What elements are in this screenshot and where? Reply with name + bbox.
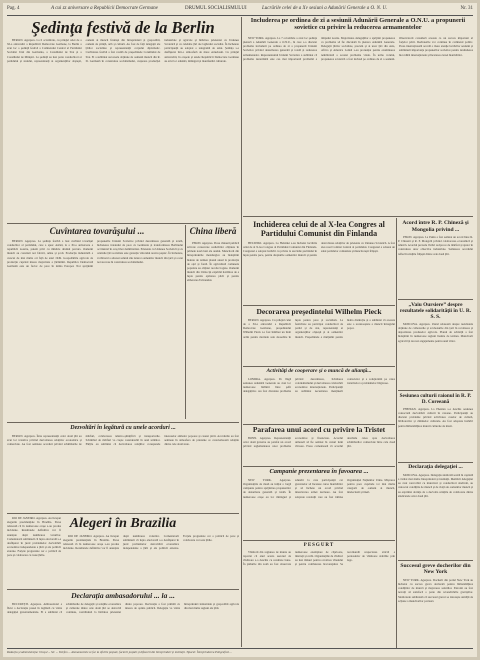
goodwill-body: LONDRA. Agerpres. Pe lîngă sesiunea Adunării Generale au avut loc numeroase întîlniri între şefii delegaţiilor. Au fost discutate probleme privind dezarmarea, lichidarea colonialismului şi dezvoltarea colaborării economice internaţionale. Participanţii au subliniat necesitatea menţinerii contactelor şi a soluţionării pe calea tratativelor a problemelor litigioase. [243, 377, 395, 394]
pesgurt-headline: PESGURT [303, 543, 335, 548]
divider [398, 462, 473, 463]
divider [7, 223, 239, 224]
berlin-headline: Şedinţa festivă de la Berlin [31, 18, 215, 37]
newspaper-name: DRUMUL SOCIALISMULUI [185, 6, 247, 11]
issue-number: Nr. 31 [460, 6, 473, 11]
footer-imprint: Redacţia şi administraţia: Oraşul ... Str. ... Telefon ... Abonamentele se fac la oficiile poştale, factorii poştali şi difuzorii din întreprinderi şi instituţii. Tiparul: Întreprinderea Poligrafică ... [7, 650, 232, 654]
footer-rule [7, 648, 473, 649]
divider [398, 390, 473, 391]
header-tagline-left: A cui zz aniversare a Republicii Democrate Germane [51, 6, 158, 11]
vaiu-headline: „Vaiu Oursiere” despre rezultatele solidarităţii în U. R. S. S. [399, 302, 472, 321]
onu-headline: Includerea pe ordinea de zi a sesiunii Adunării Generale a O.N.U. a propunerii sovietice cu privire la reducerea armamentelor [250, 17, 466, 31]
brazil-body: RIO DE JANEIRO. Agerpres. Au început alegerile prezidenţiale în Brazilia. Presa relatează că în numeroase oraşe s-au produs incidente. Rezultatele definitive vor fi anunţate după numărarea voturilor. Comentatorii subliniază că lupta electorală s-a desfăşurat în jurul problemelor dezvoltării economice independente a ţării şi ale politicii externe. Forţele progresiste cer o politică de pace şi colaborare cu toate ţările. [63, 534, 239, 551]
onu-body: NEW YORK. Agerpres. La 7 octombrie a avut loc şedinţa plenară a Adunării Generale a O.N.U., în care s-a discutat problema includerii pe ordinea de zi a propunerii Uniunii Sovietice privind dezarmarea generală şi totală şi reducerea armamentelor. Reprezentantul Uniunii Sovietice a subliniat că problema dezarmării este cea mai importantă problemă a timpului nostru. Majoritatea delegaţiilor a sprijinit propunerea ca problema să fie discutată în plenara Adunării Generale. Delegaţii ţărilor socialiste, precum şi ai unor ţări din Asia, Africa şi America Latină s-au pronunţat pentru examinarea neîntîrziată a acestei probleme vitale. În urma votului, propunerea sovietică a fost inclusă pe ordinea de zi a sesiunii. Observatorii consideră aceasta ca un succes important al forţelor păcii. Dezbaterile vor continua în comitetul politic. Presa internaţională acordă o mare atenţie lucrărilor sesiunii şi subliniază importanţa propunerilor sovietice pentru destinderea încordării internaţionale şi încetarea cursei înarmărilor. [243, 36, 473, 61]
divider [243, 305, 395, 306]
acord-headline: Dezvoltări în legătură cu unele acorduri ... [70, 425, 176, 431]
declaration-body: BUCUREŞTI. Agerpres. Ambasadorul a făcut o declaraţie presei în legătură cu vizita delegaţiei guvernamentale. El a subliniat că schimburile de delegaţii şi relaţiile economice şi culturale dintre cele două ţări se dezvoltă continuu, contribuind la întărirea prieteniei dintre popoare. Declaraţia a fost primită cu interes de opinia publică. Delegaţia va vizita întreprinderi industriale şi gospodării agricole din mai multe regiuni ale ţării. [7, 602, 239, 615]
brazil-headline: Alegeri în Brazilia [69, 516, 177, 531]
pesgurt-body: Vînătorii din regiunea de munte au raportat că anul acesta sezonul de vînătoare s-a deschis cu rezultate bune. În pădurile din zonă au fost observate numeroase exemplare de căprioare, mistreţi şi cerbi. Organizaţiile de vînători au luat măsuri pentru ocrotirea vînatului şi pentru combaterea braconajului. Se recomandă respectarea strictă a perioadelor de vînătoare stabilite prin lege. [243, 550, 395, 567]
campanie-body: NEW YORK. Agerpres. Organizaţiile de masă au iniţiat o largă campanie pentru sprijinirea propunerilor de dezarmare generală şi totală. În numeroase oraşe au loc mitinguri şi adunări la care participanţii cer guvernelor să înceteze cursa înarmărilor şi să încheie un acord privind interzicerea armei nucleare. Au fost adoptate rezoluţii care au fost trimise Organizaţiei Naţiunilor Unite. Mişcarea pentru pace cuprinde tot mai multe categorii de oameni ai muncii, intelectuali şi tineri. [243, 478, 395, 499]
divider [398, 299, 473, 300]
header-tagline-right: Lucrările celei de a Xv sesiuni a Adunării Generale a O. N. U. [262, 6, 388, 11]
divider [7, 589, 239, 590]
right-column-rule [396, 218, 397, 648]
sesiune-body: PHENIAN. Agerpres. La Phenian s-a deschis sesiunea consacrată dezvoltării culturii în raioane. Participanţii au discutat probleme privind activitatea caselor de cultură, bibliotecilor şi căminelor culturale. Au fost adoptate hotărîri pentru îmbunătăţirea muncii culturale de masă. [398, 407, 473, 428]
pieck-body: BERLIN. Agerpres. Cu prilejul celei de a XI-a aniversări a Republicii Democrate Germane, preşedintelui Wilhelm Pieck i-a fost înmînat un înalt ordin pentru meritele sale deosebite în lupta pentru pace şi socialism. La festivitate au participat conducători de partid şi de stat, reprezentanţi ai organizaţiilor obşteşti şi ai oamenilor muncii. Preşedintele a mulţumit pentru înalta distincţie şi a subliniat că aceasta este o recunoaştere a muncii întregului popor. [243, 318, 395, 339]
brazil-body-left: RIO DE JANEIRO. Agerpres. Au început alegerile prezidenţiale în Brazilia. Presa relatează că în numeroase oraşe s-au produs incidente. Rezultatele definitive vor fi anunţate după numărarea voturilor. Comentatorii subliniază că lupta electorală s-a desfăşurat în jurul problemelor dezvoltării economice independente a ţării şi ale politicii externe. Forţele progresiste cer o politică de pace şi colaborare cu toate ţările. [7, 516, 61, 558]
acord2-headline: Acord între R. P. Chineză şi Mongolia privind ... [402, 220, 469, 233]
parafare-headline: Parafarea unui acord cu privire la Tristet [252, 425, 386, 434]
cuvintare-body: BERLIN. Agerpres. La şedinţa festivă a luat cuvîntul tovarăşul conducător al partidului, care a spus: Astăzi, la a XI-a aniversare a republicii noastre, putem privi cu mîndrie drumul parcurs. Oamenii muncii au construit noi fabrici, uzine şi şcoli. Producţia industrială a crescut de mai multe ori faţă de anul 1949. Gospodăriile agricole de producţie cuprind marea majoritate a ţărănimii. Republica Democrată Germană este un factor de pace în inima Europei. Noi sprijinim propunerile Uniunii Sovietice privind dezarmarea generală şi totală, încheierea tratatului de pace cu Germania şi transformarea Berlinului occidental în oraş liber demilitarizat. Prietenia cu Uniunea Sovietică şi cu celelalte ţări socialiste este garanţia viitorului nostru paşnic. În încheiere, vorbitorul a adresat salutul său tuturor oamenilor muncii din ţară şi a urat noi succese în construirea socialismului. [7, 239, 183, 268]
acord-body: BERLIN. Agerpres. Între reprezentanţii celor două ţări au avut loc tratative privind dezvoltarea relaţiilor economice şi comerciale. Au fost semnate acorduri privind schimburile de mărfuri, colaborarea tehnico-ştiinţifică şi transporturile. Schimbul de mărfuri va creşte considerabil în anul următor. Părţile au subliniat că dezvoltarea relaţiilor corespunde intereselor ambelor popoare şi cauzei păcii. Acordurile au fost semnate în atmosfera de prietenie ce caracterizează relaţiile dintre cele două state. [7, 434, 239, 447]
center-column-rule [241, 17, 242, 647]
china-body: PEKIN. Agerpres. Presa chineză publică articole consacrate realizărilor obţinute în primele nouă luni ale anului. Muncitorii din întreprinderile metalurgice au îndeplinit înainte de termen planul anual la producţia de oţel şi fontă. În agricultură comunele populare au obţinut recolte bogate. Oamenii muncii din China îşi exprimă hotărîrea de a lupta pentru apărarea păcii şi pentru eliberarea Taivanului. [187, 241, 239, 283]
delegatie-body: MOSCOVA. Agerpres. Delegaţia sindicală sosită în capitală a vizitat mai multe întreprinderi şi instituţii. Membrii delegaţiei au avut convorbiri cu muncitori şi conducători sindicali, au cunoscut condiţiile de muncă şi de viaţă ale oamenilor muncii şi au exprimat dorinţa de a dezvolta relaţiile de colaborare dintre sindicatele celor două ţări. [398, 473, 473, 498]
succes-headline: Succesul greve docherilor din New York [400, 563, 471, 576]
divider [243, 216, 473, 217]
acord2-body: PEKIN. Agerpres. La Pekin a fost semnat un acord între R. P. Chineză şi R. P. Mongolă privind colaborarea economică şi tehnică. Acordul prevede livrări reciproce de mărfuri şi ajutor în construirea unor obiective industriale. Semnarea acordului reflectă relaţiile frăţeşti dintre cele două ţări. [398, 235, 473, 256]
sesiune-headline: Sesiunea culturii raionul în R. P. D. Coreeană [399, 393, 472, 405]
divider [398, 560, 473, 561]
vaiu-body: MOSCOVA. Agerpres. Ziarul relatează despre rezultatele obţinute de colhozurile şi sovhozurile din ţară în recoltarea şi depozitarea produselor agricole. Planul de achiziţii a fost îndeplinit în numeroase regiuni înainte de termen. Muncitorii agricoli îşi iau noi angajamente pentru anul viitor. [398, 322, 473, 343]
delegatie-headline: Declaraţia delegaţiei ... [408, 464, 463, 470]
divider [7, 513, 239, 514]
divider [185, 225, 186, 419]
finland-headline: Inchiderea celui de al X-lea Congres al Partidului Comunist din Finlanda [253, 220, 385, 238]
divider [243, 466, 395, 467]
pieck-headline: Decorarea preşedintelui Wilhelm Pieck [256, 307, 382, 316]
china-headline: China liberă [189, 226, 237, 236]
newspaper-page [3, 3, 477, 657]
succes-body: NEW YORK. Agerpres. Docherii din portul New York au încheiat cu succes greva declarată pentru îmbunătăţirea condiţiilor de muncă şi majorarea salariilor. Patronii au fost nevoiţi să satisfacă o parte din revendicările greviştilor. Sindicatele subliniază că succesul grevei se datoreşte unităţii de acţiune a muncitorilor portuari. [398, 578, 473, 603]
divider [7, 422, 239, 423]
cuvintare-headline: Cuvîntarea tovarăşului ... [49, 226, 145, 236]
running-header [7, 6, 473, 14]
finland-body: HELSINKI. Agerpres. La Helsinki s-au încheiat lucrările celui de al X-lea Congres al Partidului Comunist din Finlanda. Congresul a adoptat hotărîri cu privire la sarcinile partidului în lupta pentru pace, pentru drepturile oamenilor muncii şi pentru dezvoltarea relaţiilor de prietenie cu Uniunea Sovietică. A fost ales noul Comitet Central al partidului. Congresul a adresat un salut partidelor comuniste şi muncitoreşti frăţeşti. [243, 241, 395, 258]
parafare-body: BONN. Agerpres. Reprezentanţii celor două guverne au parafat un acord privind reglementarea unor probleme economice şi financiare. Acordul urmează să fie semnat în cursul lunii viitoare. Presa comentează că acordul deschide calea spre dezvoltarea schimburilor comerciale între cele două ţări. [243, 436, 395, 449]
header-rule [7, 15, 473, 16]
divider [243, 366, 395, 367]
divider [243, 540, 395, 541]
goodwill-headline: Activităţi de cooperare şi o muncă de alianţă... [266, 368, 372, 374]
page-number: Pag. 4 [7, 6, 20, 11]
campanie-headline: Campanie prezentarea în favoarea ... [269, 468, 369, 475]
declaration-headline: Declaraţia ambasadorului ... la ... [71, 591, 175, 600]
berlin-body: BERLIN. Agerpres. La 6 octombrie, cu prilejul celei de a XI-a aniversări a Republicii Democrate Germane, la Berlin a avut loc o şedinţă festivă a Comitetului Central al Partidului Socialist Unit din Germania, a Consiliului de Stat şi a Consiliului de Miniştri. La şedinţă au luat parte conducători ai partidului şi statului, reprezentanţi ai organizaţiilor obşteşti, oameni ai muncii fruntaşi din întreprinderi şi gospodării, oameni de ştiinţă, artă şi cultură. Au fost de faţă delegaţii ale ţărilor socialiste şi reprezentanţii corpului diplomatic. Cuvîntarea festivă a fost rostită de preşedintele Consiliului de Stat. El a subliniat succesele obţinute de oamenii muncii din R. D. Germană în construirea socialismului, creşterea producţiei industriale şi agricole şi întărirea prieteniei cu Uniunea Sovietică şi cu celelalte ţări ale lagărului socialist. În încheiere participanţii au adoptat o telegramă de salut. Şedinţa s-a desfăşurat într-o atmosferă de mare entuziasm. Cu prilejul aniversării, în oraşele şi satele Republicii Democrate Germane au avut loc adunări, mitinguri şi manifestări culturale. [7, 38, 239, 63]
